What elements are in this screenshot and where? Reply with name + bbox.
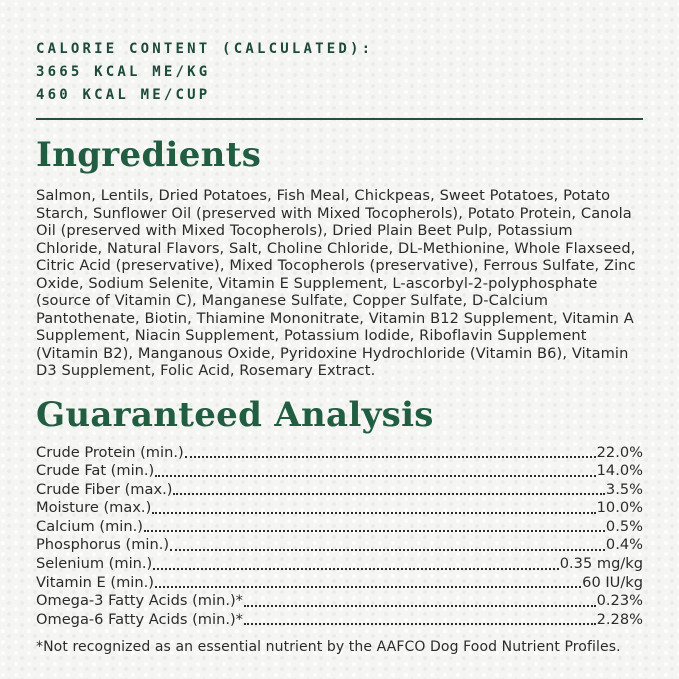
analysis-row [36,611,643,630]
analysis-row-label: Moisture (max.) [36,499,152,517]
dot-leader [153,568,559,570]
ingredients-title: Ingredients [36,135,262,175]
analysis-row-label: Crude Fat (min.) [36,462,155,480]
analysis-footnote: *Not recognized as an essential nutrient by the AAFCO Dog Food Nutrient Profiles. [36,639,621,656]
calorie-kcal-per-kg: 3665 KCAL ME/KG [36,64,211,80]
dot-leader [155,586,581,588]
dot-leader [173,493,605,495]
calorie-content-heading: CALORIE CONTENT (CALCULATED): [36,41,374,57]
analysis-row-value: 10.0% [596,499,643,517]
section-divider [36,118,643,120]
analysis-row [36,555,643,574]
dot-leader [244,605,596,607]
ingredients-text: Salmon, Lentils, Dried Potatoes, Fish Meal, Chickpeas, Sweet Potatoes, Potato Starch, Sunflower Oil (preserved with Mixed Tocopherols), Potato Protein, Canola Oil (preserved with Mixed Tocopherols), Dried Plain Beet Pulp, Potassium Chloride, Natural Flavors, Salt, Choline Chloride, DL-Methionine, Whole Flaxseed, Citric Acid (preservative), Mixed Tocopherols (preservative), Ferrous Sulfate, Zinc Oxide, Sodium Selenite, Vitamin E Supplement, L-ascorbyl-2-polyphosphate (source of Vitamin C), Manganese Sulfate, Copper Sulfate, D-Calcium Pantothenate, Biotin, Thiamine Mononitrate, Vitamin B12 Supplement, Vitamin A Supplement, Niacin Supplement, Potassium Iodide, Riboflavin Supplement (Vitamin B2), Manganous Oxide, Pyridoxine Hydrochloride (Vitamin B6), Vitamin D3 Supplement, Folic Acid, Rosemary Extract. [36,187,636,379]
analysis-row-label: Crude Protein (min.) [36,443,184,461]
analysis-row-label: Phosphorus (min.) [36,536,170,554]
analysis-row-value: 14.0% [596,462,643,480]
dot-leader [152,512,595,514]
analysis-row-label: Omega-3 Fatty Acids (min.)* [36,592,243,610]
analysis-row-label: Vitamin E (min.) [36,573,154,591]
analysis-row [36,481,643,500]
analysis-row-label: Calcium (min.) [36,517,143,535]
analysis-row-value: 2.28% [596,610,643,628]
analysis-row-value: 3.5% [605,480,643,498]
analysis-row [36,462,643,481]
dot-leader [170,549,605,551]
guaranteed-analysis-title: Guaranteed Analysis [36,394,434,435]
analysis-row [36,444,643,463]
analysis-row [36,518,643,537]
dot-leader [155,475,595,477]
analysis-row-value: 0.5% [605,517,643,535]
dot-leader [185,456,596,458]
analysis-row [36,536,643,555]
analysis-row-label: Omega-6 Fatty Acids (min.)* [36,610,243,628]
analysis-row-value: 60 IU/kg [582,573,643,591]
analysis-row [36,574,643,593]
analysis-row-value: 0.23% [596,592,643,610]
analysis-row-label: Selenium (min.) [36,555,153,573]
calorie-content-section [36,38,643,107]
analysis-row-label: Crude Fiber (max.) [36,480,173,498]
guaranteed-analysis-table [36,444,643,630]
dot-leader [244,623,596,625]
analysis-row-value: 0.4% [605,536,643,554]
analysis-row [36,592,643,611]
analysis-row-value: 0.35 mg/kg [559,555,643,573]
analysis-row-value: 22.0% [596,443,643,461]
dot-leader [144,530,605,532]
calorie-kcal-per-cup: 460 KCAL ME/CUP [36,87,211,103]
analysis-row [36,499,643,518]
